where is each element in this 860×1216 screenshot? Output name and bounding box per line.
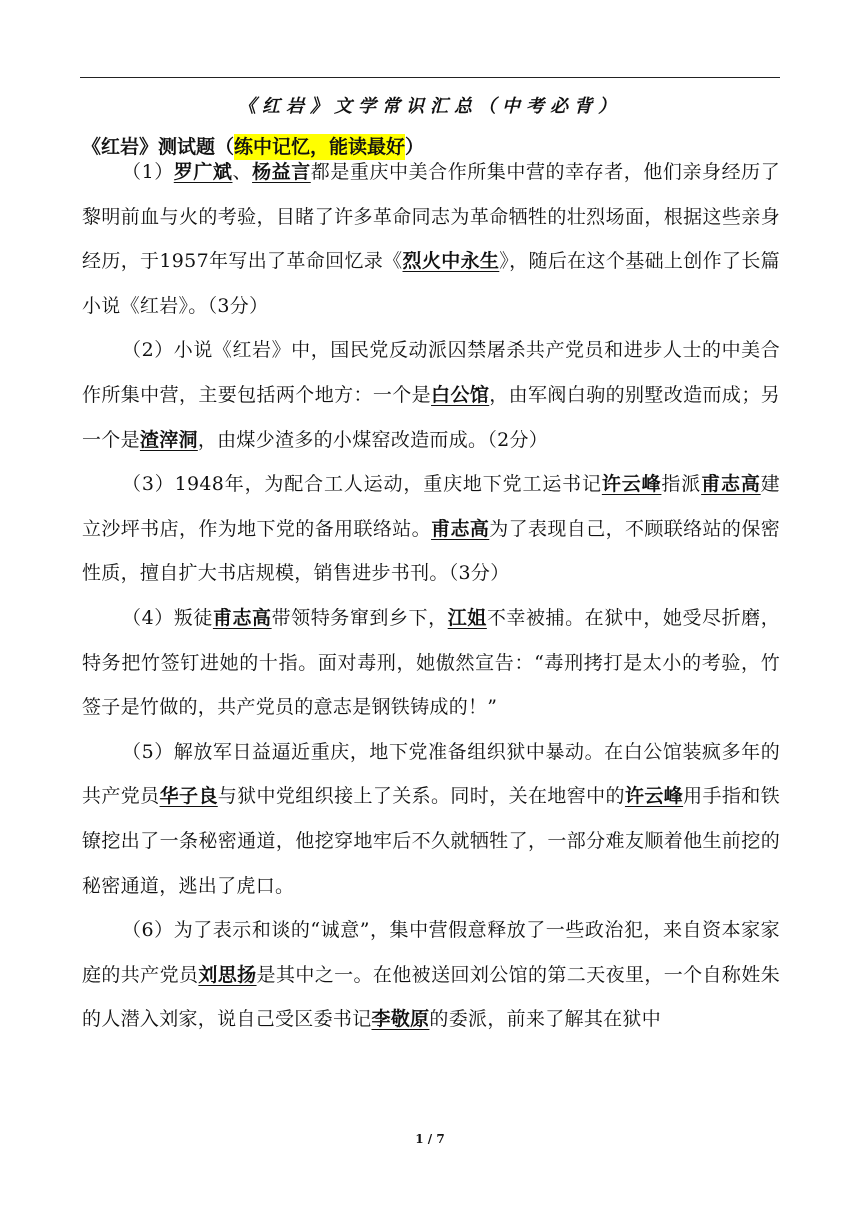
subtitle-highlight: 练中记忆，能读最好 (234, 136, 406, 158)
paragraph-text: ，由军阀白驹的别墅改造而成；另一个是 (82, 383, 781, 451)
answer-keyword: 烈火中永生 (402, 250, 500, 273)
answer-keyword: 杨益言 (252, 161, 311, 183)
question-paragraph (82, 730, 780, 908)
paragraph-text: （4）叛徒 (122, 606, 213, 629)
question-paragraph (82, 908, 780, 1042)
paragraph-text: ，由煤少渣多的小煤窑改造而成。（2分） (197, 428, 549, 451)
answer-keyword: 刘思扬 (198, 963, 257, 986)
question-paragraph (82, 150, 780, 328)
subtitle-prefix: 《红岩》测试题（ (82, 136, 235, 158)
paragraph-text: 为了表现自己，不顾联络站的保密性质，擅自扩大书店规模，销售进步书刊。（3分） (82, 517, 781, 585)
answer-keyword: 白公馆 (431, 383, 490, 406)
paragraph-text: 是其中之一。在他被送回刘公馆的第二天夜里，一个自称姓朱的人潜入刘家，说自己受区委书记 (82, 963, 781, 1031)
paragraph-text: 带领特务窜到乡下， (271, 606, 448, 629)
question-paragraph (82, 328, 780, 462)
paragraph-text: （2）小说《红岩》中，国民党反动派囚禁屠杀共产党员和进步人士的中美合作所集中营，主要包括两个地方：一个是 (82, 339, 780, 406)
question-paragraph (82, 596, 780, 730)
page-number: 1 / 7 (415, 1132, 445, 1146)
subtitle-suffix: ） (405, 136, 425, 158)
paragraph-text: 的委派，前来了解其在狱中 (429, 1008, 662, 1031)
answer-keyword: 许云峰 (601, 473, 662, 496)
document-body (82, 150, 780, 1042)
paragraph-text: （1） (122, 161, 174, 183)
header-rule (80, 77, 780, 78)
paragraph-text: （6）为了表示和谈的“诚意”，集中营假意释放了一些政治犯，来自资本家家庭的共产党员 (82, 919, 780, 986)
answer-keyword: 江姐 (447, 606, 487, 629)
paragraph-text: 都是重庆中美合作所集中营的幸存者，他们亲身经历了黎明前血与火的考验，目睹了许多革命同志为革命牺牲的壮烈场面，根据这些亲身经历，于1957年写出了革命回忆录《 (82, 161, 781, 273)
document-title: 《红岩》文学常识汇总（中考必背） (238, 96, 622, 117)
paragraph-text: 建立沙坪书店，作为地下党的备用联络站。 (82, 473, 780, 540)
paragraph-text: 、 (232, 161, 253, 183)
question-paragraph (82, 462, 780, 596)
answer-keyword: 甫志高 (431, 517, 490, 540)
answer-keyword: 甫志高 (701, 473, 761, 496)
paragraph-text: （5）解放军日益逼近重庆，地下党准备组织狱中暴动。在白公馆装疯多年的共产党员 (82, 740, 780, 808)
answer-keyword: 罗广斌 (173, 161, 233, 183)
answer-keyword: 甫志高 (212, 606, 272, 629)
paragraph-text: 指派 (661, 473, 702, 496)
paragraph-text: 》，随后在这个基础上创作了长篇小说《红岩》。（3分） (82, 250, 780, 317)
paragraph-text: 不幸被捕。在狱中，她受尽折磨，特务把竹签钉进她的十指。面对毒刑，她傲然宣告：“毒刑拷打是太小的考验，竹签子是竹做的，共产党员的意志是钢铁铸成的！” (82, 606, 781, 719)
answer-keyword: 华子良 (159, 785, 218, 808)
answer-keyword: 渣滓洞 (139, 428, 198, 451)
paragraph-text: （3）1948年，为配合工人运动，重庆地下党工运书记 (122, 473, 602, 496)
paragraph-text: 用手指和铁镣挖出了一条秘密通道，他挖穿地牢后不久就牺牲了，一部分难友顺着他生前挖的秘密通道，逃出了虎口。 (82, 785, 780, 897)
answer-keyword: 许云峰 (624, 785, 684, 808)
answer-keyword: 李敬原 (371, 1008, 430, 1031)
paragraph-text: 与狱中党组织接上了关系。同时，关在地窖中的 (217, 785, 625, 808)
